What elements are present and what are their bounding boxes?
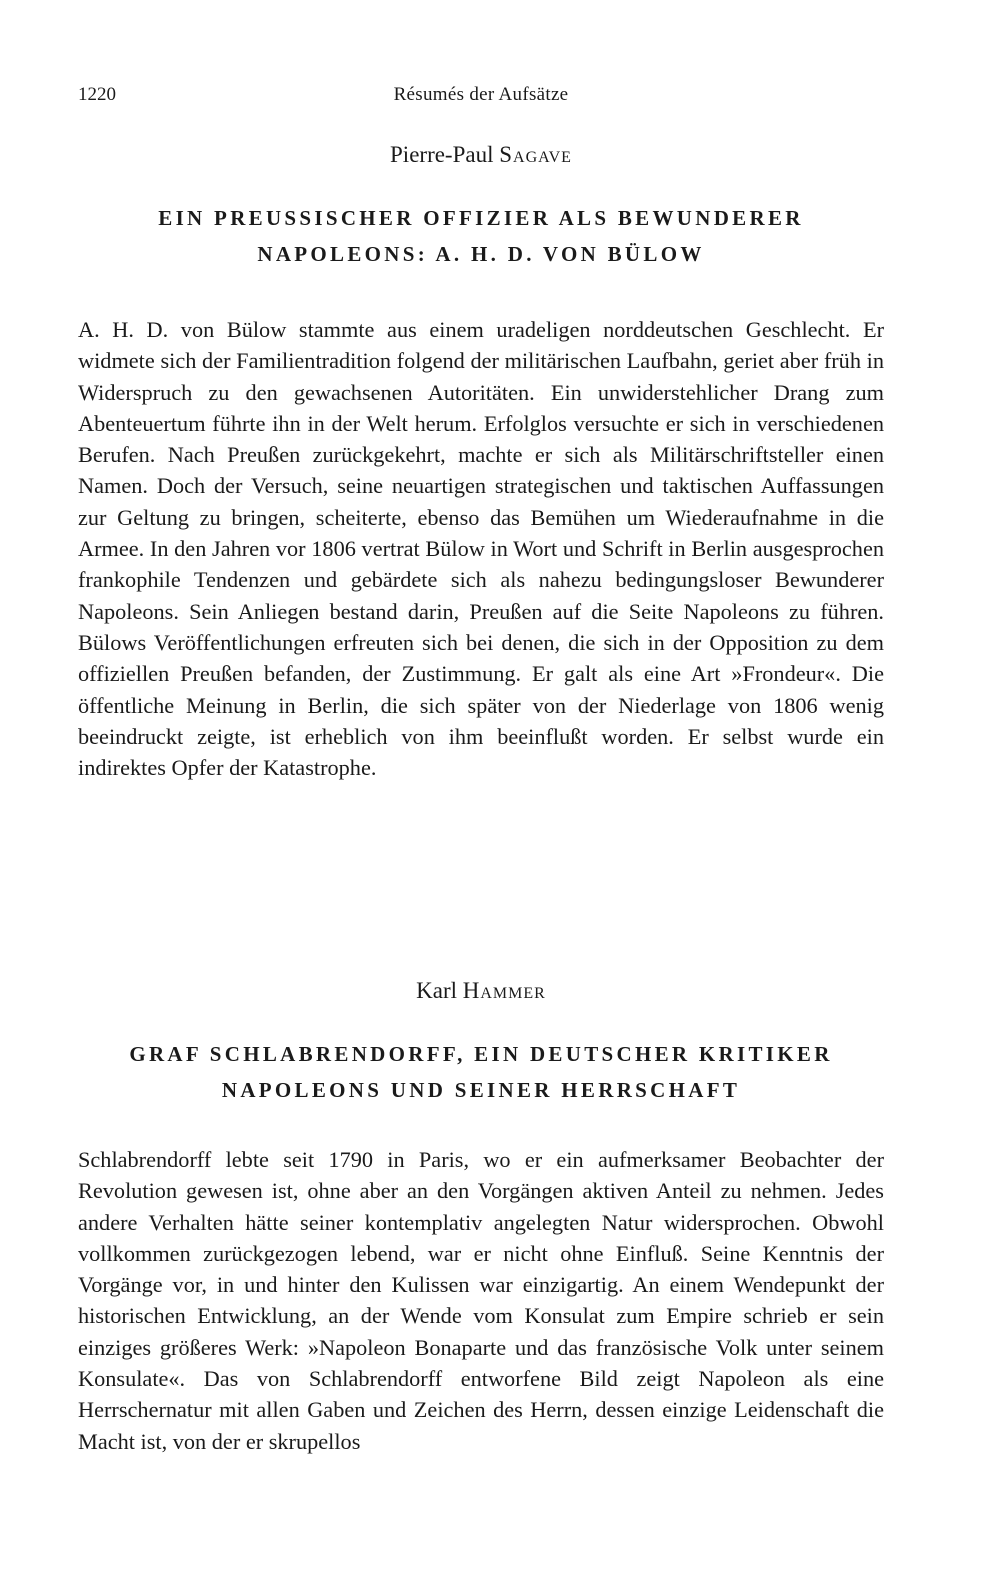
article-author — [78, 140, 884, 170]
author-surname: Hammer — [462, 978, 546, 1003]
article-title-line-1: EIN PREUSSISCHER OFFIZIER ALS BEWUNDERER — [158, 206, 804, 230]
article-hammer — [78, 976, 884, 1457]
article-title — [78, 1036, 884, 1108]
article-author — [78, 976, 884, 1006]
author-given-name: Pierre-Paul — [390, 142, 494, 167]
author-given-name: Karl — [416, 978, 458, 1003]
running-title: Résumés der Aufsätze — [393, 84, 569, 105]
author-surname: Sagave — [499, 142, 572, 167]
article-abstract: A. H. D. von Bülow stammte aus einem uradeligen norddeutschen Geschlecht. Er widmete sich der Familientradition folgend der militärischen Laufbahn, geriet aber früh in Widerspruch zu den gewachsenen Autoritäten. Ein unwiderstehlicher Drang zum Abenteuertum führte ihn in der Welt herum. Erfolglos versuchte er sich in verschiedenen Berufen. Nach Preußen zurückgekehrt, machte er sich als Militärschriftsteller einen Namen. Doch der Versuch, seine neuartigen strategischen und taktischen Auffassungen zur Geltung zu bringen, scheiterte, ebenso das Bemühen um Wiederaufnahme in die Armee. In den Jahren vor 1806 vertrat Bülow in Wort und Schrift in Berlin ausgesprochen frankophile Tendenzen und gebärdete sich als nahezu bedingungsloser Bewunderer Napoleons. Sein Anliegen bestand darin, Preußen auf die Seite Napoleons zu führen. Bülows Veröffentlichungen erfreuten sich bei denen, die sich in der Opposition zu dem offiziellen Preußen befanden, der Zustimmung. Er galt als eine Art »Frondeur«. Die öffentliche Meinung in Berlin, die sich später von der Niederlage von 1806 wenig beeindruckt zeigte, ist erheblich von ihm beeinflußt worden. Er selbst wurde ein indirektes Opfer der Katastrophe. — [78, 317, 884, 781]
page-number: 1220 — [78, 84, 116, 105]
article-title — [78, 200, 884, 272]
article-title-line-2: NAPOLEONS UND SEINER HERRSCHAFT — [221, 1078, 741, 1102]
article-title-line-2: NAPOLEONS: A. H. D. VON BÜLOW — [257, 242, 705, 266]
article-abstract: Schlabrendorff lebte seit 1790 in Paris, wo er ein aufmerksamer Beobachter der Revolution gewesen ist, ohne aber an den Vorgängen aktiven Anteil zu nehmen. Jedes andere Verhalten hätte seiner kontemplativ angelegten Natur widersprochen. Obwohl vollkommen zurückgezogen lebend, war er nicht ohne Einfluß. Seine Kenntnis der Vorgänge vor, in und hinter den Kulissen war einzigartig. An einem Wendepunkt der historischen Entwicklung, an der Wende vom Konsulat zum Empire schrieb er sein einziges größeres Werk: »Napoleon Bonaparte und das französische Volk unter seinem Konsulate«. Das von Schlabrendorff entworfene Bild zeigt Napoleon als eine Herrschernatur mit allen Gaben und Zeichen des Herrn, dessen einzige Leidenschaft die Macht ist, von der er skrupellos — [78, 1147, 884, 1454]
running-header — [78, 84, 884, 114]
article-sagave — [78, 140, 884, 783]
article-title-line-1: GRAF SCHLABRENDORFF, EIN DEUTSCHER KRITIKER — [129, 1042, 833, 1066]
